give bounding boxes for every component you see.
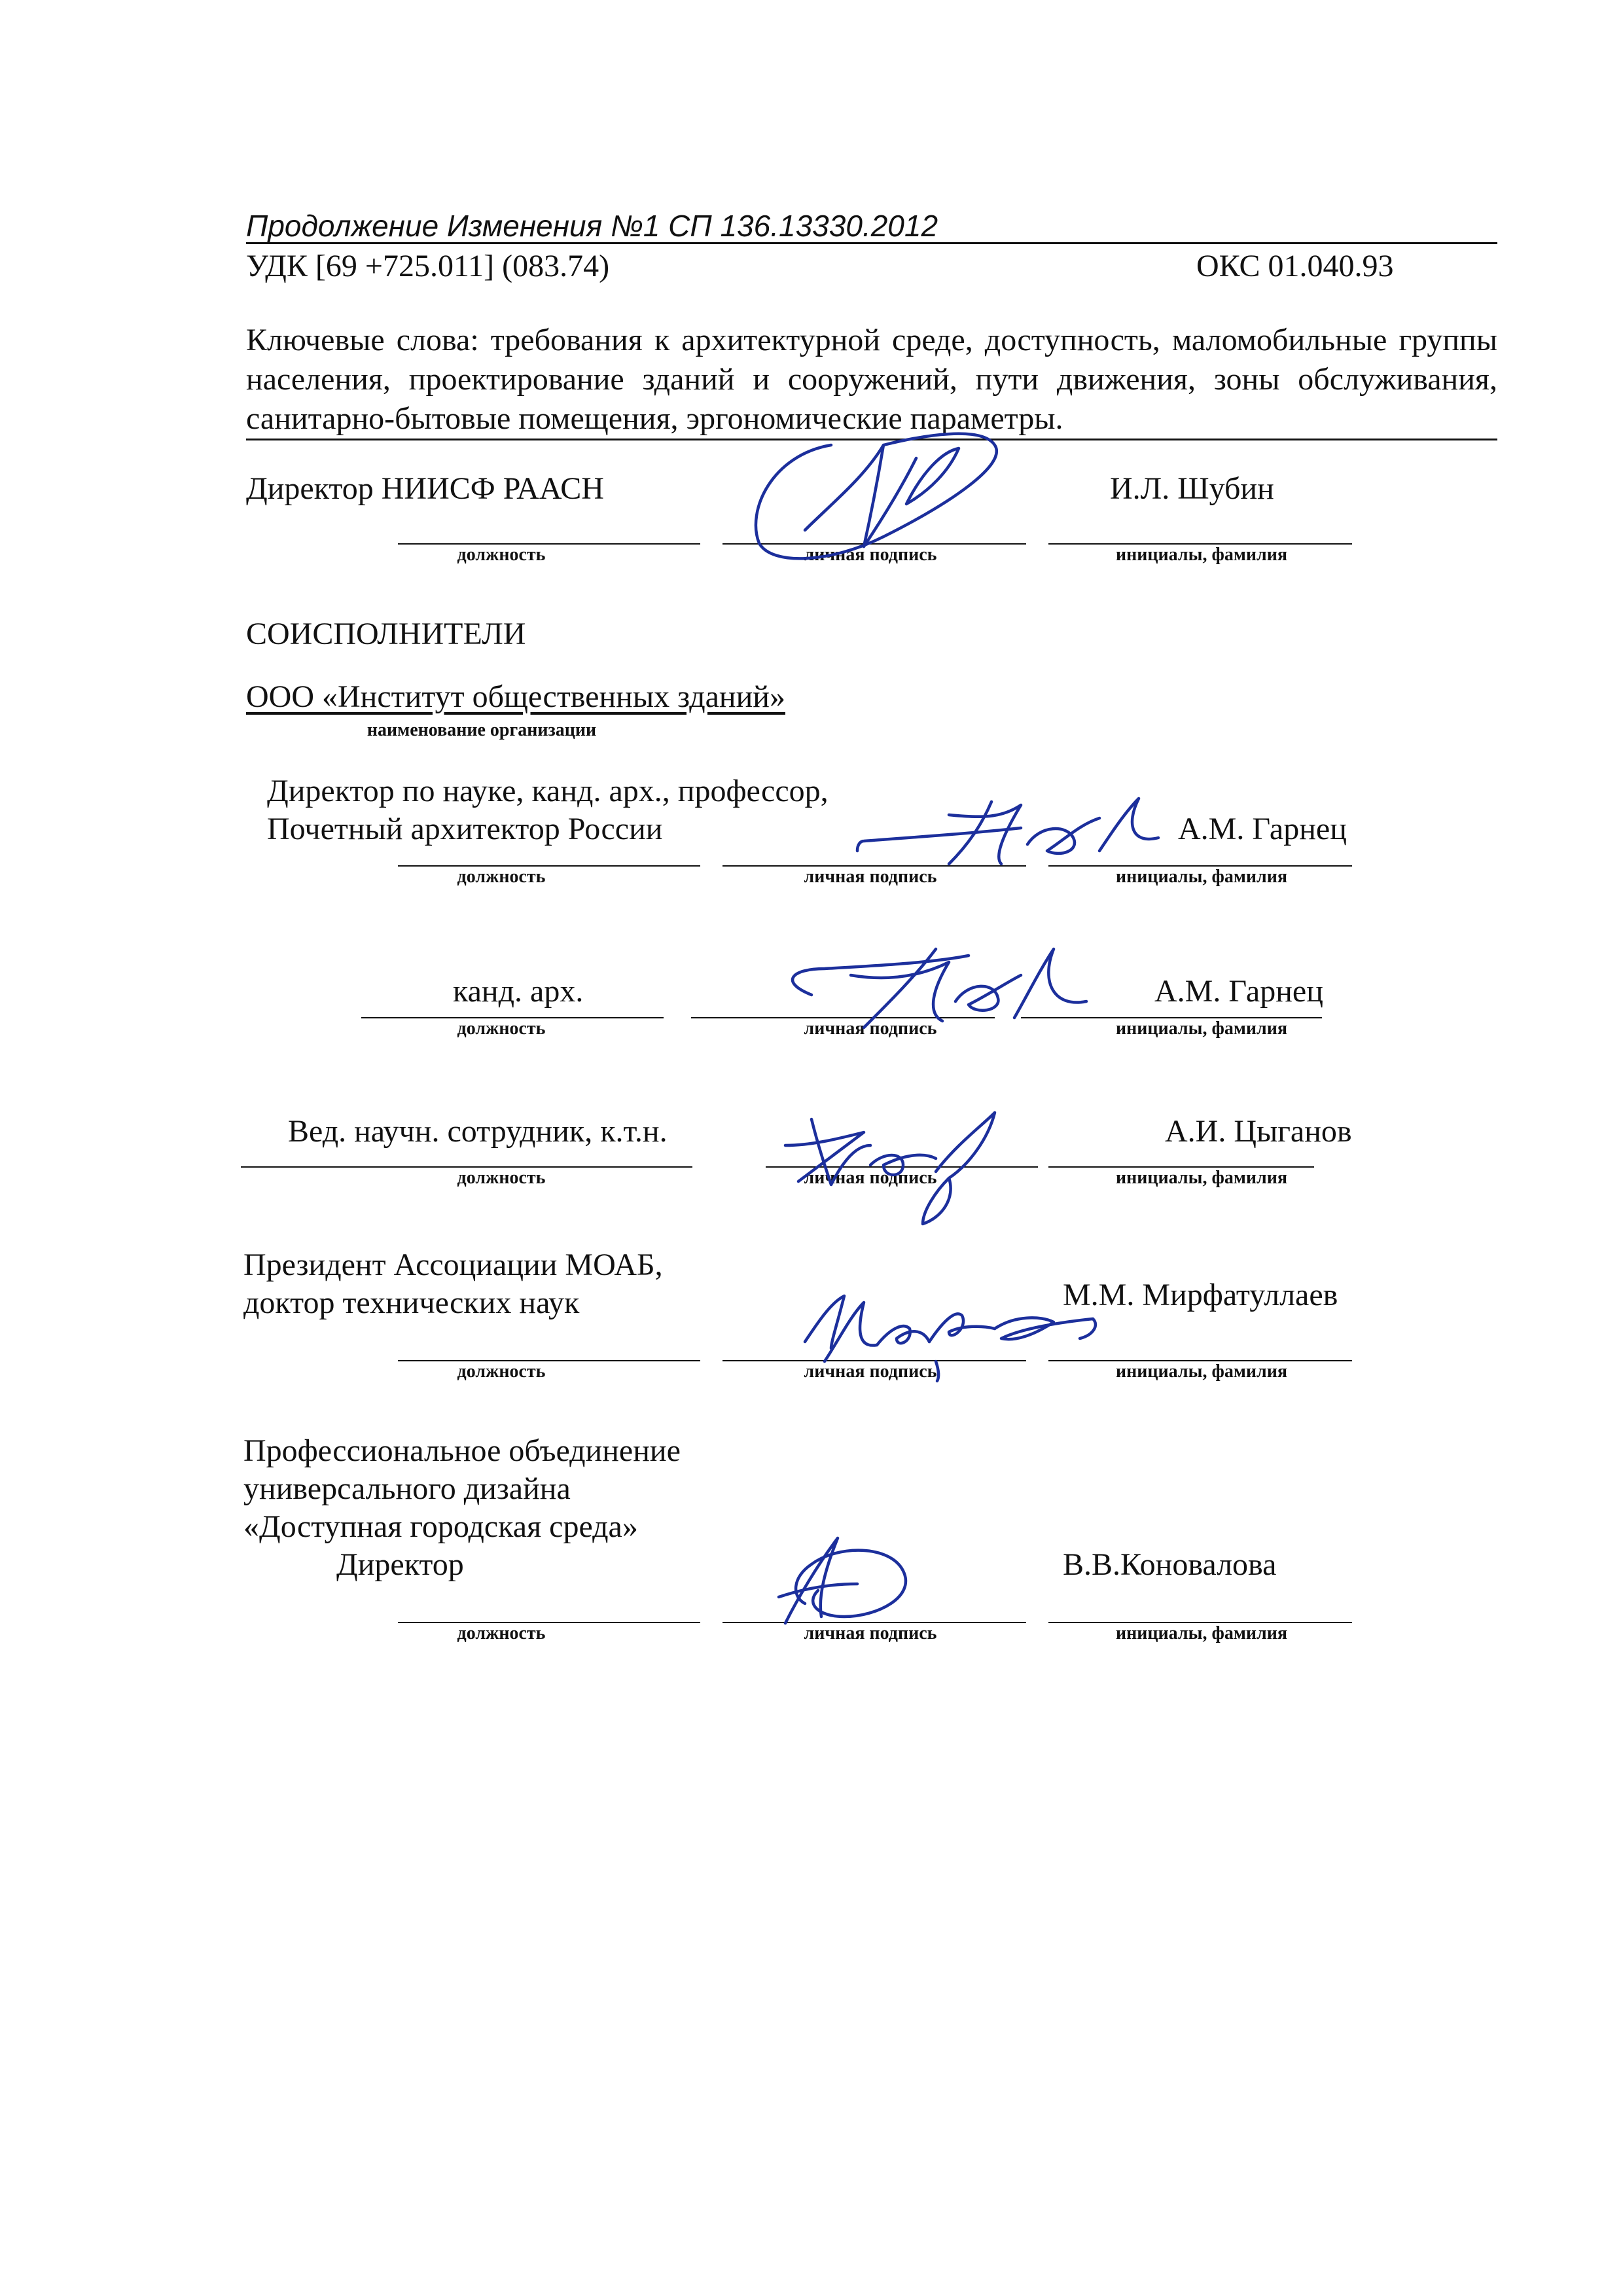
- organization-caption: наименование организации: [366, 720, 597, 740]
- signatory-signature: [753, 936, 1093, 1041]
- signatory-position-line: Директор по науке, канд. арх., профессор,: [267, 774, 829, 808]
- signature-caption: личная подпись: [804, 867, 937, 887]
- signatory-position-line: Вед. научн. сотрудник, к.т.н.: [288, 1114, 668, 1149]
- name-caption: инициалы, фамилия: [1115, 1168, 1288, 1188]
- signatory-signature: [772, 1100, 1021, 1230]
- position-caption: должность: [457, 1623, 546, 1643]
- header-rule: [246, 242, 1497, 244]
- position-line: [398, 543, 700, 545]
- position-line: [398, 865, 700, 867]
- signatory-position-line: «Доступная городская среда»: [243, 1509, 638, 1544]
- organization-name: ООО «Институт общественных зданий»: [246, 679, 785, 714]
- position-line: [398, 1360, 700, 1361]
- signature-caption: личная подпись: [804, 1018, 937, 1039]
- signatory-name: А.И. Цыганов: [1165, 1114, 1352, 1149]
- signatory-signature: [759, 1525, 936, 1643]
- signature-caption: личная подпись: [804, 545, 937, 565]
- signature-caption: личная подпись: [804, 1623, 937, 1643]
- name-caption: инициалы, фамилия: [1115, 1623, 1288, 1643]
- position-line: [398, 1622, 700, 1623]
- keywords-line: санитарно-бытовые помещения, эргономические параметры.: [246, 401, 1063, 436]
- director-position: Директор НИИСФ РААСН: [246, 471, 604, 506]
- director-name: И.Л. Шубин: [1110, 471, 1274, 506]
- position-caption: должность: [457, 1361, 546, 1382]
- coexecutors-heading: СОИСПОЛНИТЕЛИ: [246, 617, 526, 651]
- director-signature: [733, 419, 1021, 576]
- udk-code: УДК [69 +725.011] (083.74): [246, 249, 610, 283]
- signatory-name: В.В.Коновалова: [1063, 1547, 1277, 1582]
- signatory-signature: [851, 792, 1165, 877]
- name-caption: инициалы, фамилия: [1115, 867, 1288, 887]
- signatory-name: А.М. Гарнец: [1178, 812, 1347, 846]
- signatory-position-line: канд. арх.: [453, 974, 584, 1009]
- name-caption: инициалы, фамилия: [1115, 545, 1288, 565]
- position-caption: должность: [457, 1018, 546, 1039]
- signatory-position-line: Директор: [336, 1547, 464, 1582]
- oks-code: ОКС 01.040.93: [1196, 249, 1394, 283]
- keywords-line: населения, проектирование зданий и сооружений, пути движения, зоны обслуживания,: [246, 362, 1497, 397]
- signatory-position-line: универсального дизайна: [243, 1471, 571, 1506]
- signatory-name: А.М. Гарнец: [1154, 974, 1323, 1009]
- signatory-position-line: Профессиональное объединение: [243, 1433, 681, 1468]
- position-caption: должность: [457, 1168, 546, 1188]
- signatory-position-line: Почетный архитектор России: [267, 812, 663, 846]
- signature-caption: личная подпись: [804, 1361, 937, 1382]
- keywords-line: Ключевые слова: требования к архитектурной среде, доступность, маломобильные группы: [246, 323, 1497, 357]
- signature-caption: личная подпись: [804, 1168, 937, 1188]
- signatory-name: М.М. Мирфатуллаев: [1063, 1278, 1338, 1312]
- name-caption: инициалы, фамилия: [1115, 1361, 1288, 1382]
- document-title: Продолжение Изменения №1 СП 136.13330.2012: [246, 209, 938, 243]
- name-caption: инициалы, фамилия: [1115, 1018, 1288, 1039]
- position-caption: должность: [457, 545, 546, 565]
- signatory-position-line: доктор технических наук: [243, 1285, 580, 1320]
- position-caption: должность: [457, 867, 546, 887]
- signatory-signature: [785, 1289, 1126, 1381]
- signatory-position-line: Президент Ассоциации МОАБ,: [243, 1247, 663, 1282]
